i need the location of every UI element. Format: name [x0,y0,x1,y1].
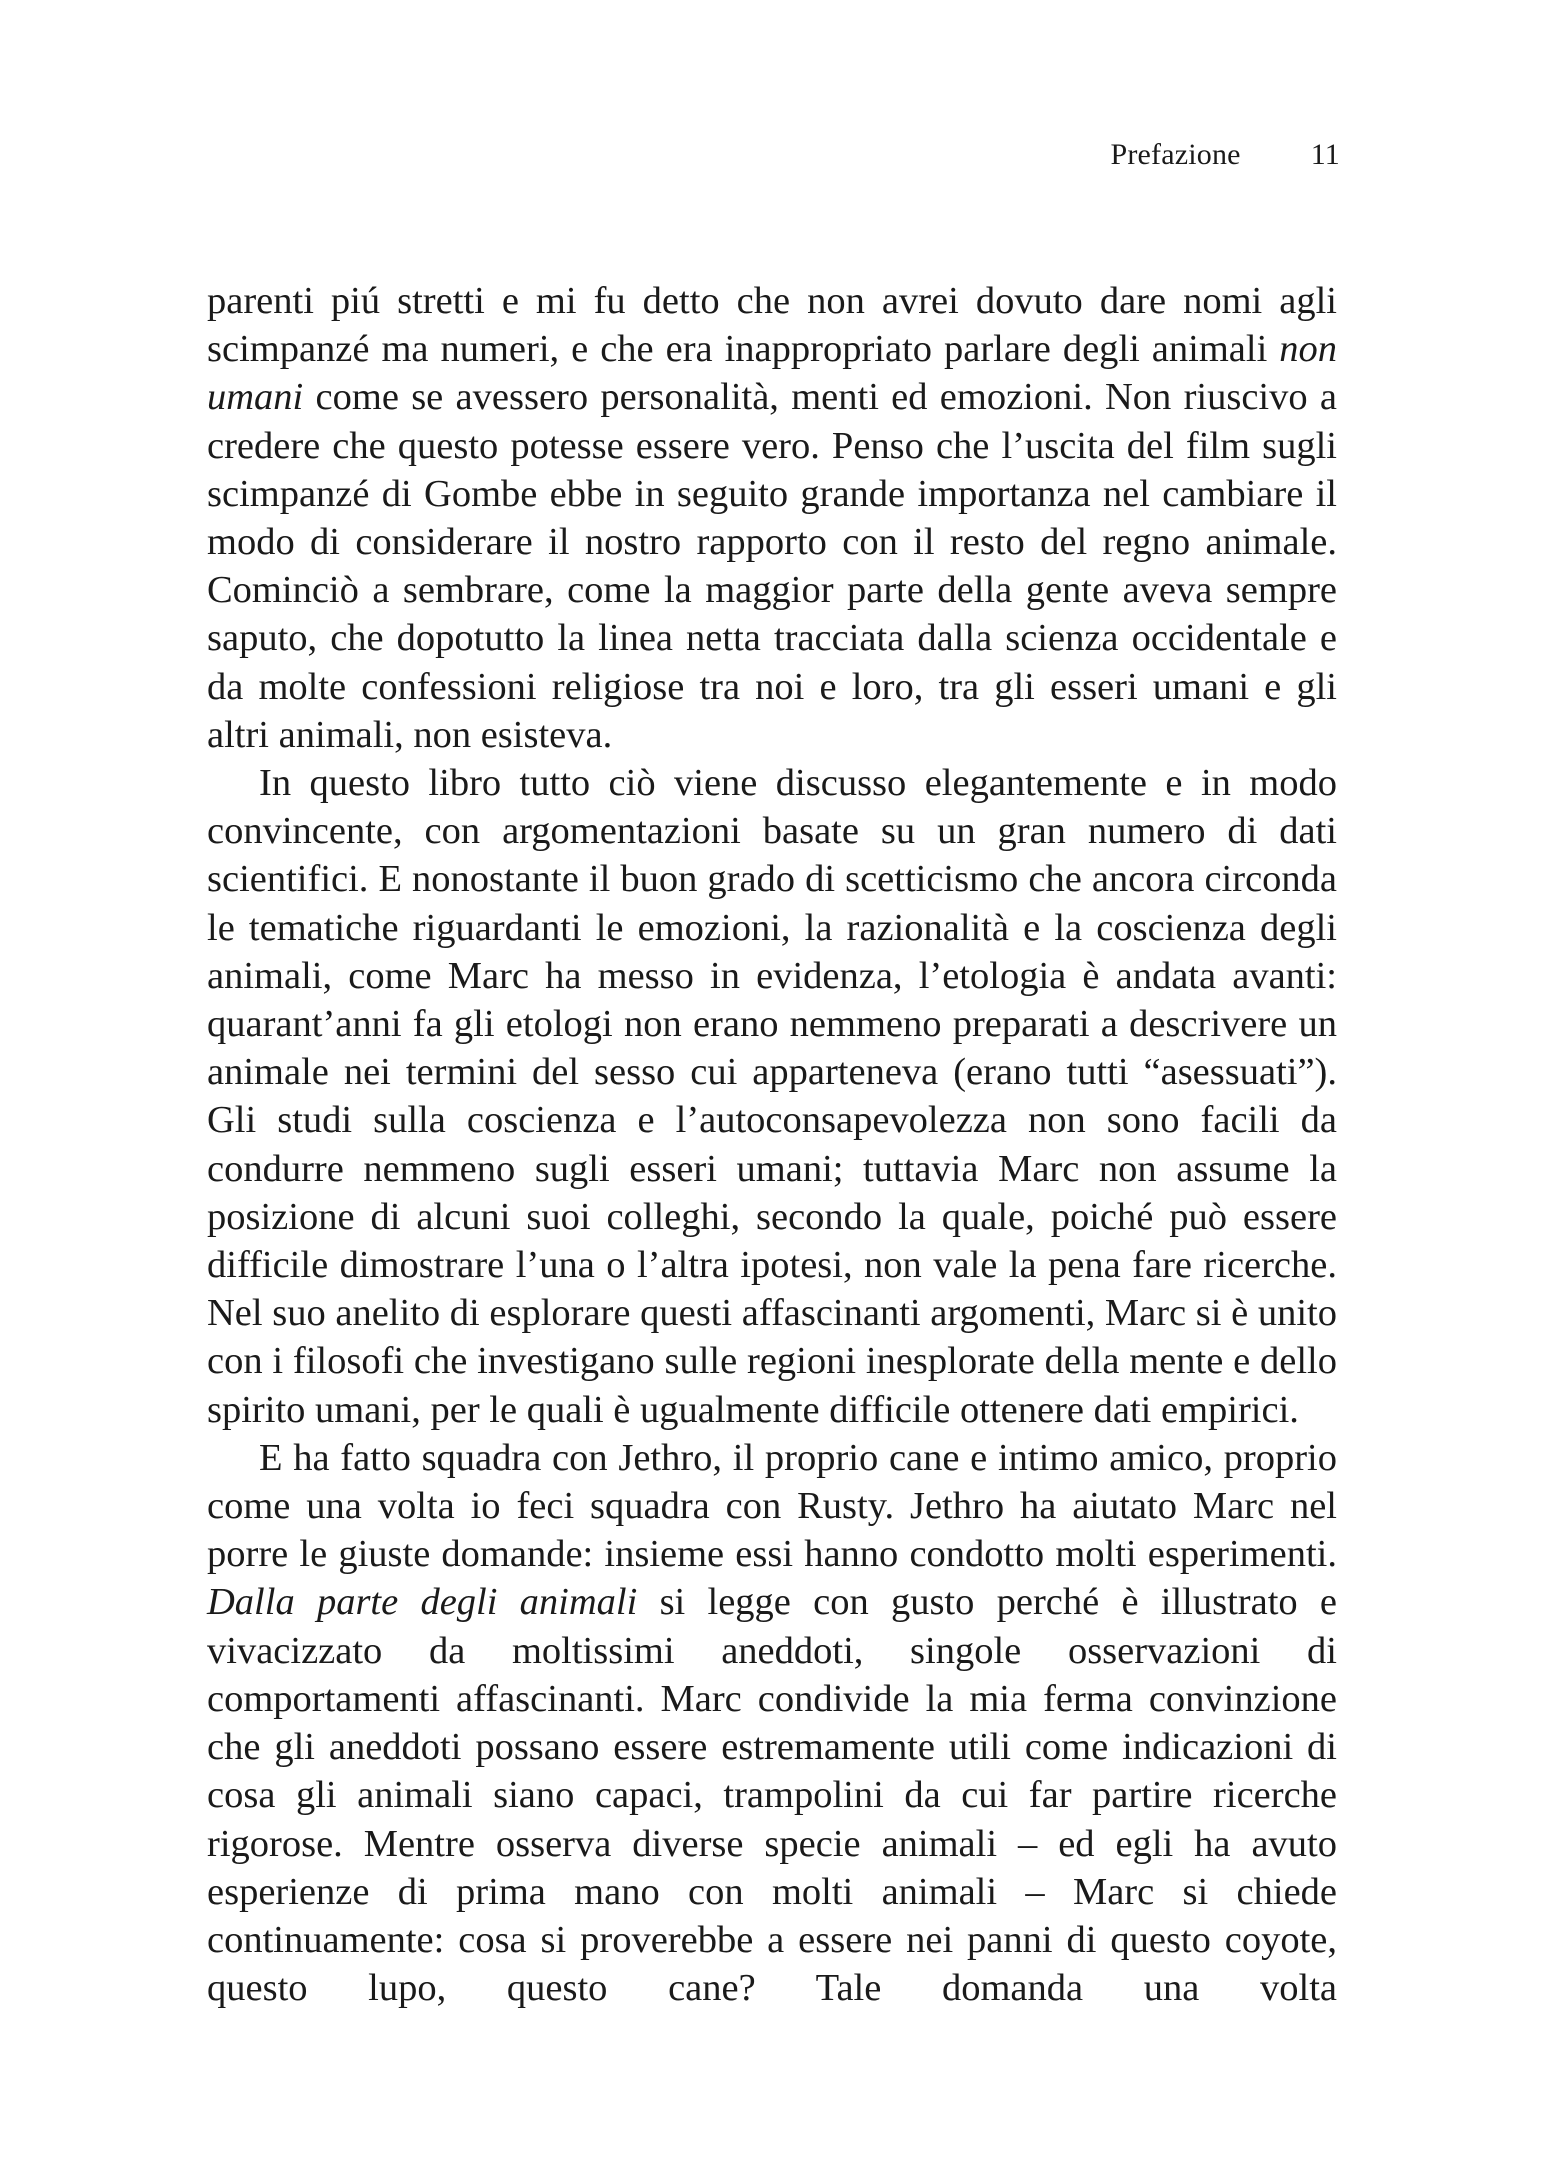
page-number: 11 [1310,138,1340,171]
paragraph-2: In questo libro tutto ciò viene discusso elegantemente e in modo convincente, con argomentazioni basate su un gran numero di dati scientifici. E nonostante il buon grado di scetticismo che ancora circonda le tematiche riguardanti le emozioni, la razionalità e la coscienza degli animali, come Marc ha messo in evidenza, l’etologia è andata avanti: quarant’anni fa gli etologi non erano nemmeno preparati a descrivere un animale nei termini del sesso cui apparteneva (erano tutti “asessuati”). Gli studi sulla coscienza e l’autoconsapevolezza non sono facili da condurre nemmeno sugli esseri umani; tuttavia Marc non assume la posizione di alcuni suoi colleghi, secondo la quale, poiché può essere difficile dimostrare l’una o l’altra ipotesi, non vale la pena fare ricerche. Nel suo anelito di esplorare questi affascinanti argomenti, Marc si è unito con i filosofi che investigano sulle regioni inesplorate della mente e dello spirito umani, per le quali è ugualmente difficile ottenere dati empirici. [207,762,1337,1431]
paragraph-3-book-title: Dalla parte degli animali [207,1581,638,1624]
paragraph-1 [207,277,1337,759]
page-body [207,277,1337,2012]
paragraph-1-emphasis: non umani [207,328,1337,419]
paragraph-1-text-b: come se avessero personalità, menti ed emozioni. Non riuscivo a credere che questo potesse essere vero. Penso che l’uscita del film sugli scimpanzé di Gombe ebbe in seguito grande importanza nel cambiare il modo di considerare il nostro rapporto con il resto del regno animale. Cominciò a sembrare, come la maggior parte della gente aveva sempre saputo, che dopotutto la linea netta tracciata dalla scienza occidentale e da molte confessioni religiose tra noi e loro, tra gli esseri umani e gli altri animali, non esisteva. [207,376,1337,756]
paragraph-3 [207,1434,1337,2012]
paragraph-3-text-a: E ha fatto squadra con Jethro, il proprio cane e intimo amico, proprio come una volta io feci squadra con Rusty. Jethro ha aiutato Marc nel porre le giuste domande: insieme essi hanno condotto molti esperimenti. [207,1436,1337,1576]
running-head [1110,138,1340,172]
paragraph-3-text-b: si legge con gusto perché è illustrato e vivacizzato da moltissimi aneddoti, singole osservazioni di comportamenti affascinanti. Marc condivide la mia ferma convinzione che gli aneddoti possano essere estremamente utili come indicazioni di cosa gli animali siano capaci, trampolini da cui far partire ricerche rigorose. Mentre osserva diverse specie animali – ed egli ha avuto esperienze di prima mano con molti animali – Marc si chiede continuamente: cosa si proverebbe a essere nei panni di questo coyote, questo lupo, questo cane? Tale domanda una volta [207,1581,1337,2010]
paragraph-1-text-a: parenti piú stretti e mi fu detto che non avrei dovuto dare nomi agli scimpanzé ma numeri, e che era inappropriato parlare degli animali [207,280,1337,371]
section-title: Prefazione [1110,138,1241,171]
